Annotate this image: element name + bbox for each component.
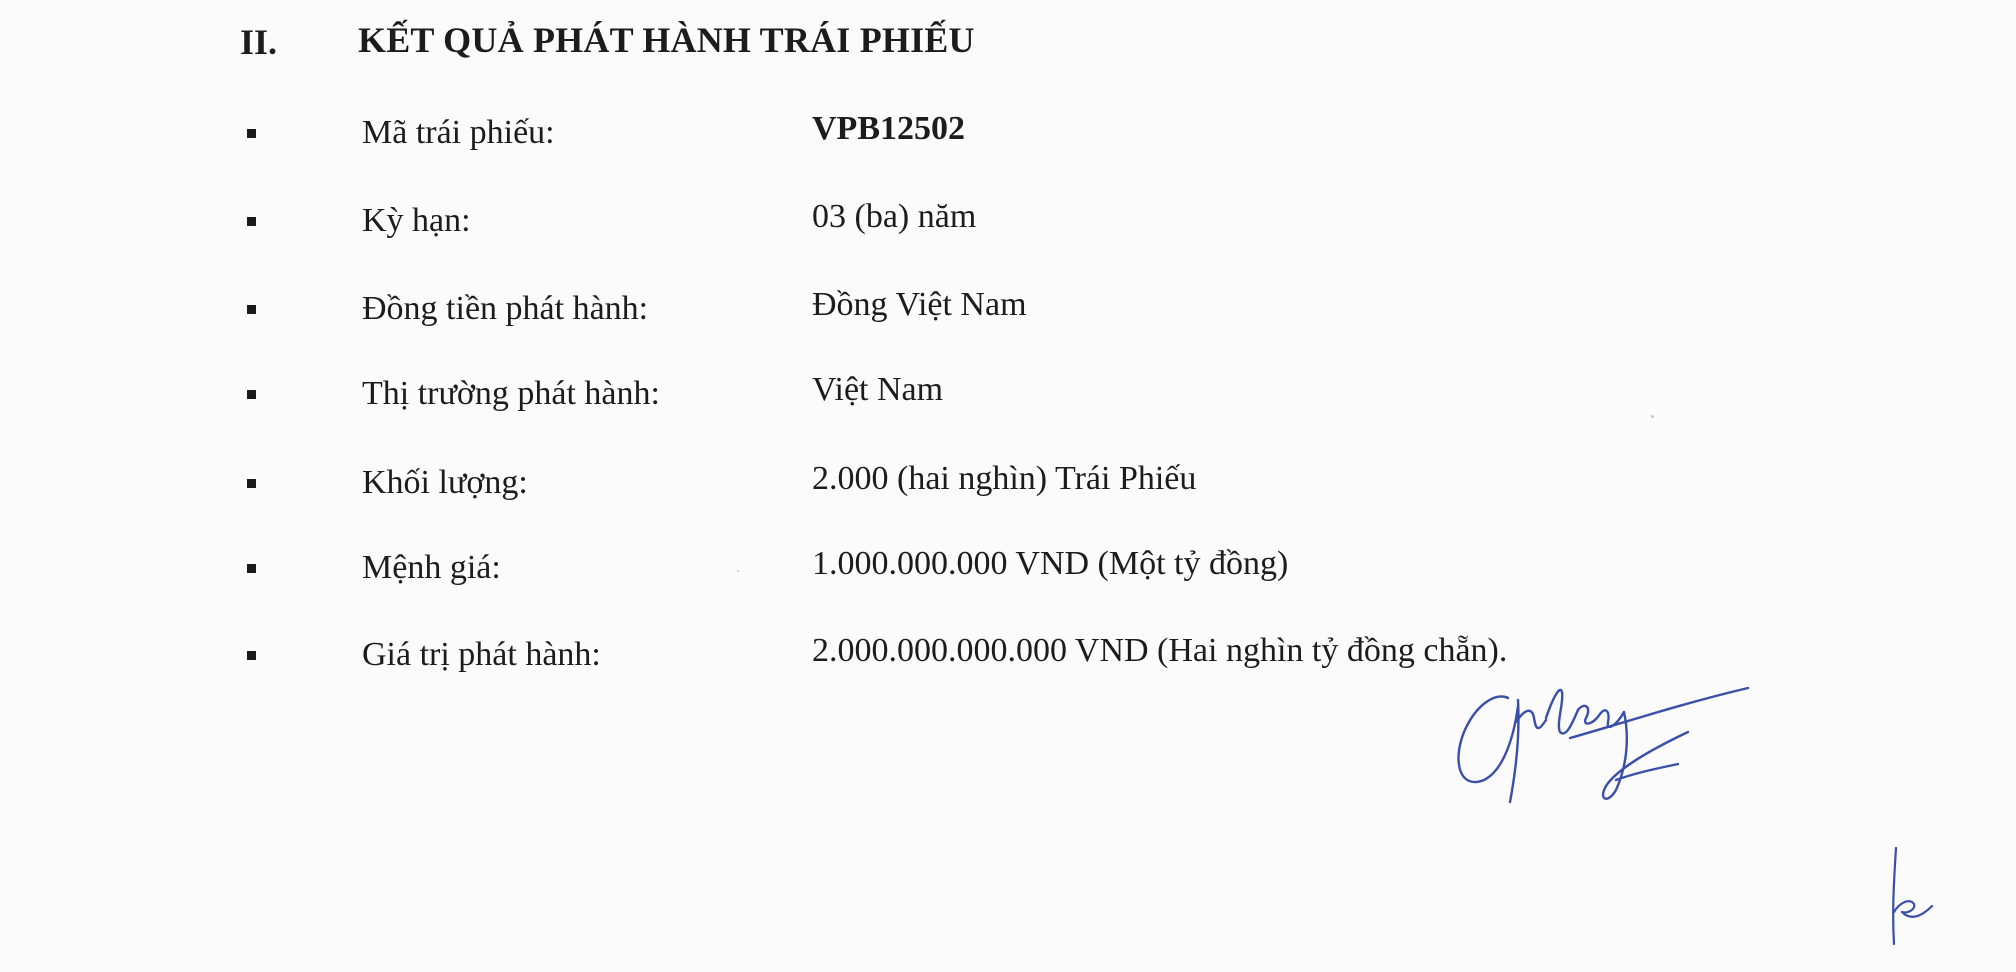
bullet-icon: [247, 217, 256, 226]
item-label: Giá trị phát hành:: [362, 636, 601, 673]
bullet-icon: [247, 390, 256, 399]
initial-mark-icon: [1870, 840, 1950, 950]
section-heading: [0, 0, 2016, 80]
item-value: 2.000 (hai nghìn) Trái Phiếu: [812, 460, 1197, 497]
bullet-icon: [247, 305, 256, 314]
bullet-icon: [247, 129, 256, 138]
list-item-term: [0, 191, 2016, 251]
item-label: Đồng tiền phát hành:: [362, 290, 649, 327]
section-number: II.: [240, 22, 278, 62]
item-value: 1.000.000.000 VND (Một tỷ đồng): [812, 545, 1289, 582]
item-value: 03 (ba) năm: [812, 198, 977, 235]
list-item-bond-code: [0, 103, 2016, 163]
item-label: Mã trái phiếu:: [362, 114, 555, 151]
item-value: Đồng Việt Nam: [812, 286, 1027, 323]
paper-speck: [1651, 415, 1654, 418]
bullet-icon: [247, 479, 256, 488]
list-item-market: [0, 364, 2016, 424]
section-title: KẾT QUẢ PHÁT HÀNH TRÁI PHIẾU: [358, 20, 975, 60]
list-item-volume: [0, 453, 2016, 513]
item-value: Việt Nam: [812, 371, 944, 408]
item-value: VPB12502: [812, 110, 965, 147]
item-label: Thị trường phát hành:: [362, 375, 660, 412]
list-item-par-value: [0, 538, 2016, 598]
item-label: Mệnh giá:: [362, 549, 501, 586]
item-value: 2.000.000.000.000 VND (Hai nghìn tỷ đồng chẵn).: [812, 632, 1508, 669]
item-label: Kỳ hạn:: [362, 202, 471, 239]
signature-icon: [1420, 640, 1760, 820]
paper-speck: [737, 570, 739, 572]
item-label: Khối lượng:: [362, 464, 528, 501]
bullet-icon: [247, 651, 256, 660]
list-item-currency: [0, 279, 2016, 339]
bullet-icon: [247, 564, 256, 573]
